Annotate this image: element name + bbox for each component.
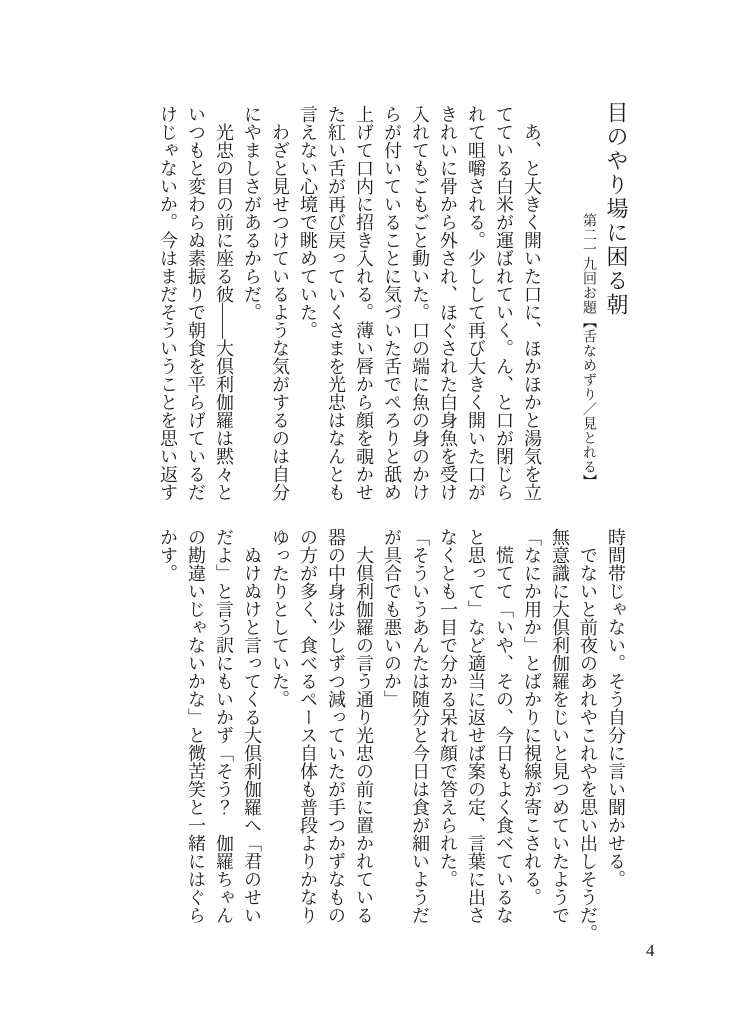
- paragraph: あ、と大きく開いた口に、ほかほかと湯気を立てている白米が運ばれていく。ん、と口が閉じられて咀嚼される。少しして再び大きく開いた口がきれいに骨から外され、ほぐされた白身魚を受け入れてもごもごと動いた。口の端に魚の身のかけらが付いていることに気づいた舌でぺろりと舐め上げて口内に招き入れる。薄い唇から顔を覗かせた紅い舌が再び戻っていくさまを光忠はなんとも言えない心境で眺めていた。: [298, 105, 542, 501]
- upper-paragraphs: [154, 101, 546, 501]
- upper-text-block: [154, 101, 630, 501]
- paragraph: わざと見せつけているような気がするのは自分にやましさがあるからだ。: [242, 105, 290, 501]
- paragraph: 時間帯じゃない。そう自分に言い聞かせる。: [606, 528, 626, 888]
- lower-text-block: [154, 524, 630, 942]
- paragraph: 無意識に大倶利伽羅をじいと見つめていたようで「なにか用か」とばかりに視線が寄こされる。: [522, 528, 570, 924]
- page-number: 4: [646, 941, 655, 960]
- lower-paragraphs: [154, 524, 630, 942]
- paragraph: 大倶利伽羅の言う通り光忠の前に置かれている器の中身は少しずつ減っていたが手つかずなものの方が多く、食べるペース自体も普段よりかなりゆったりとしていた。: [270, 528, 374, 924]
- page-subtitle: 第二一九回お題【舌なめずり／見とれる】: [581, 213, 596, 489]
- paragraph: 慌てて「いや、その、今日もよく食べているなと思って」など適当に返せば案の定、言葉に出さなくとも一目で分かる呆れ顔で答えられた。: [438, 528, 514, 924]
- page-title: 目のやり場に困る朝: [604, 101, 629, 317]
- paragraph: ぬけぬけと言ってくる大倶利伽羅へ「君のせいだよ」と言う訳にもいかず「そう？ 伽羅ちゃんの勘違いじゃないかな」と微苦笑と一緒にはぐらかす。: [158, 528, 262, 924]
- paragraph: 光忠の目の前に座る彼――大倶利伽羅は黙々といつもと変わらぬ素振りで朝食を平らげているだけじゃないか。今はまだそういうことを思い返す: [158, 105, 234, 501]
- paragraph: 「そういうあんたは随分と今日は食が細いようだが具合でも悪いのか」: [382, 528, 430, 924]
- paragraph: でないと前夜のあれやこれやを思い出しそうだ。: [578, 528, 598, 942]
